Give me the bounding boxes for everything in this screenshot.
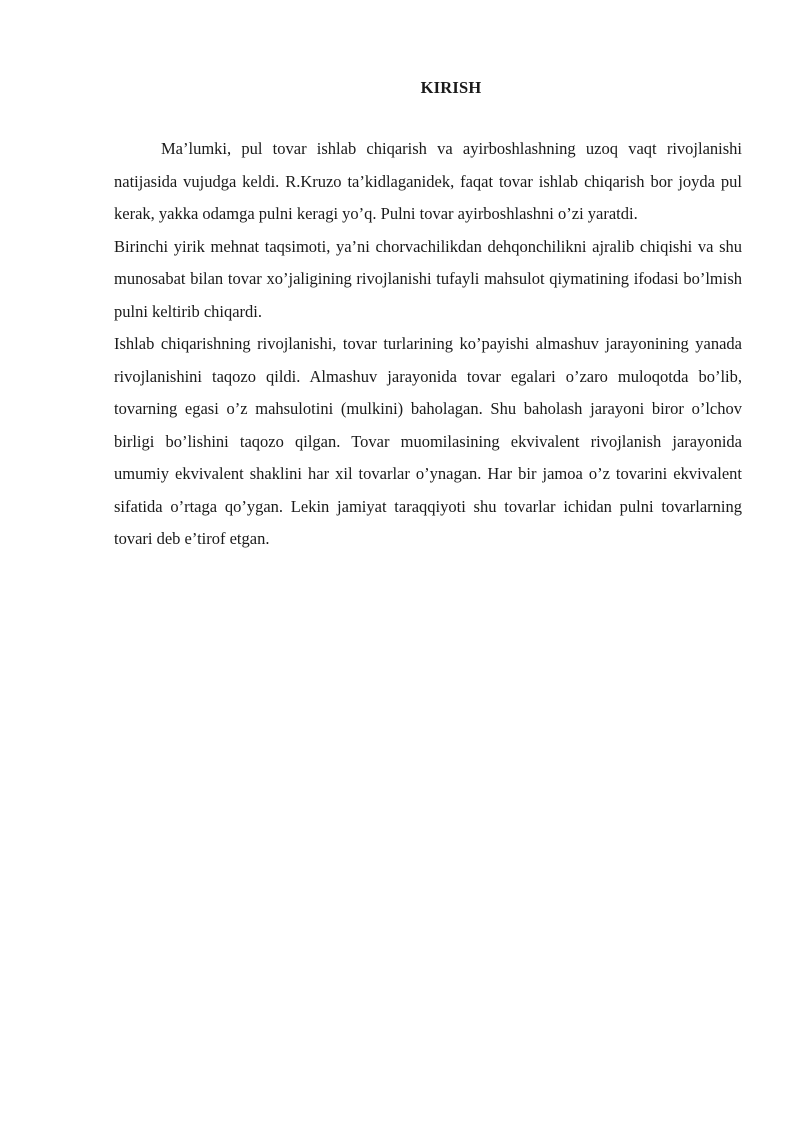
paragraph-3: Ishlab chiqarishning rivojlanishi, tovar turlarining ko’payishi almashuv jarayonining yanada rivojlanishini taqozo qildi. Almashuv jarayonida tovar egalari o’zaro muloqotda bo’lib, tovarning egasi o’z mahsulotini (mulkini) baholagan. Shu baholash jarayoni biror o’lchov birligi bo’lishini taqozo qilgan. Tovar muomilasining ekvivalent rivojlanish jarayonida umumiy ekvivalent shaklini har xil tovarlar o’ynagan. Har bir jamoa o’z tovarini ekvivalent sifatida o’rtaga qo’ygan. Lekin jamiyat taraqqiyoti shu tovarlar ichidan pulni tovarlarning tovari deb e’tirof etgan. xyxy=(114,334,742,548)
paragraph-1: Ma’lumki, pul tovar ishlab chiqarish va ayirboshlashning uzoq vaqt rivojlanishi natijasida vujudga keldi. R.Kruzo ta’kidlaganidek, faqat tovar ishlab chiqarish bor joyda pul kerak, yakka odamga pulni keragi yo’q. Pulni tovar ayirboshlashni o’zi yaratdi. xyxy=(114,139,742,223)
document-body xyxy=(114,77,742,556)
section-title: KIRISH xyxy=(420,78,482,97)
paragraph-2: Birinchi yirik mehnat taqsimoti, ya’ni chorvachilikdan dehqonchilikni ajralib chiqishi va shu munosabat bilan tovar xo’jaligining rivojlanishi tufayli mahsulot qiymatining ifodasi bo’lmish pulni keltirib chiqardi. xyxy=(114,236,742,321)
